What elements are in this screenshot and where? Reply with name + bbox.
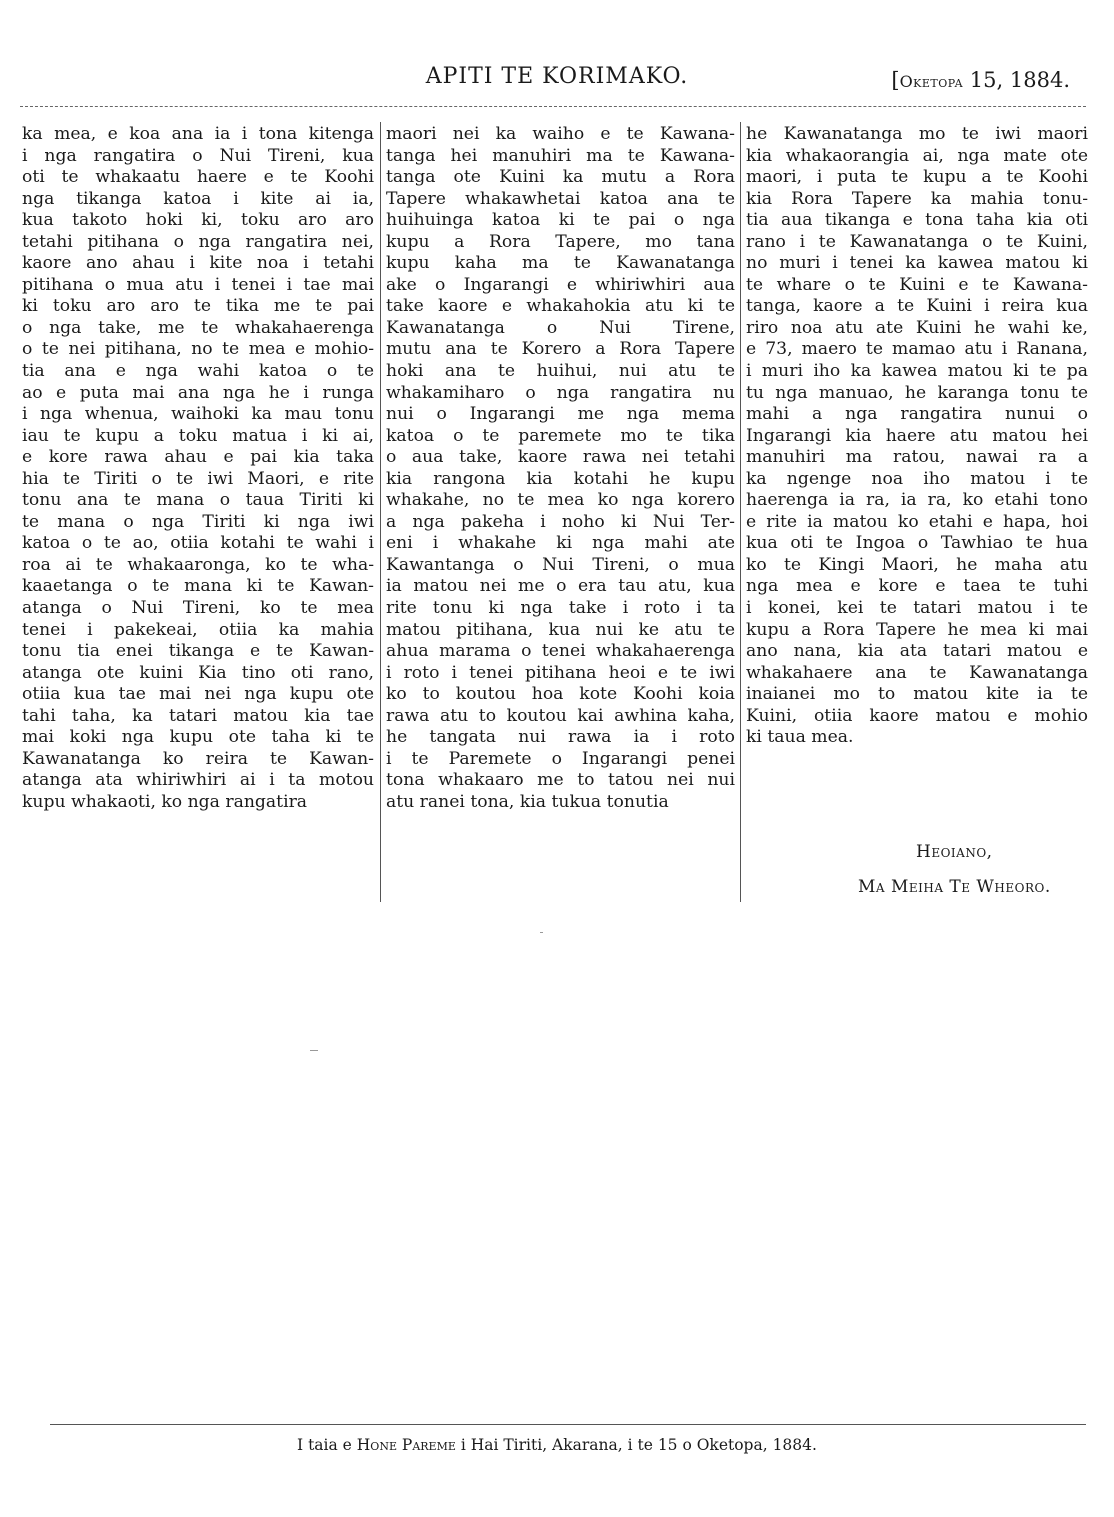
- text-line: Kuini, otiia kaore matou e mohio: [746, 705, 1088, 726]
- text-line: katoa o te paremete mo te tika: [386, 425, 735, 446]
- signature-closing: Heoiano,: [916, 842, 993, 862]
- text-line: nga mea e kore e taea te tuhi: [746, 576, 1088, 597]
- print-speck: [540, 932, 543, 933]
- text-line: tonu tia enei tikanga e te Kawan-: [22, 641, 374, 662]
- text-line: mai koki nga kupu ote taha ki te: [22, 727, 374, 748]
- text-line: i muri iho ka kawea matou ki te pa: [746, 361, 1088, 382]
- text-line: tenei i pakekeai, otiia ka mahia: [22, 619, 374, 640]
- text-line: tu nga manuao, he karanga tonu te: [746, 382, 1088, 403]
- text-line: i roto i tenei pitihana heoi e te iwi: [386, 662, 735, 683]
- text-line: atanga ote kuini Kia tino oti rano,: [22, 662, 374, 683]
- text-line: te whare o te Kuini e te Kawana-: [746, 274, 1088, 295]
- text-line: whakamiharo o nga rangatira nu: [386, 382, 735, 403]
- text-line: matou pitihana, kua nui ke atu te: [386, 619, 735, 640]
- text-line: e kore rawa ahau e pai kia taka: [22, 447, 374, 468]
- header-divider: [20, 106, 1086, 107]
- date-rest: 15, 1884.: [963, 68, 1070, 92]
- text-line: tona whakaaro me to tatou nei nui: [386, 770, 735, 791]
- column-divider-1: [380, 122, 381, 902]
- text-line: Ingarangi kia haere atu matou hei: [746, 425, 1088, 446]
- date-month: Oketopa: [899, 72, 964, 91]
- text-line: maori, i puta te kupu a te Koohi: [746, 167, 1088, 188]
- text-line: rano i te Kawanatanga o te Kuini,: [746, 231, 1088, 252]
- text-line: mahi a nga rangatira nunui o: [746, 404, 1088, 425]
- text-line: mutu ana te Korero a Rora Tapere: [386, 339, 735, 360]
- text-line: eni i whakahe ki nga mahi ate: [386, 533, 735, 554]
- text-line: o nga take, me te whakahaerenga: [22, 317, 374, 338]
- text-line: i nga rangatira o Nui Tireni, kua: [22, 145, 374, 166]
- text-line: nga tikanga katoa i kite ai ia,: [22, 188, 374, 209]
- text-line: manuhiri ma ratou, nawai ra a: [746, 447, 1088, 468]
- text-column-1: [22, 124, 374, 814]
- text-line: kaaetanga o te mana ki te Kawan-: [22, 576, 374, 597]
- imprint-printer: Hone Pareme: [356, 1436, 456, 1454]
- signature-name: Ma Meiha Te Wheoro.: [858, 877, 1051, 897]
- text-line: pitihana o mua atu i tenei i tae mai: [22, 274, 374, 295]
- text-line: kupu a Rora Tapere, mo tana: [386, 231, 735, 252]
- imprint-post: i Hai Tiriti, Akarana, i te 15 o Oketopa, 1884.: [455, 1436, 817, 1454]
- text-line: maori nei ka waiho e te Kawana-: [386, 124, 735, 144]
- text-line: e 73, maero te mamao atu i Ranana,: [746, 339, 1088, 360]
- text-line: tanga, kaore a te Kuini i reira kua: [746, 296, 1088, 317]
- text-line: kua takoto hoki ki, toku aro aro: [22, 210, 374, 231]
- text-line: iau te kupu a toku matua i ki ai,: [22, 425, 374, 446]
- text-line: ka ngenge noa iho matou i te: [746, 468, 1088, 489]
- text-line: kua oti te Ingoa o Tawhiao te hua: [746, 533, 1088, 554]
- text-line: ake o Ingarangi e whiriwhiri aua: [386, 274, 735, 295]
- text-line: atanga ata whiriwhiri ai i ta motou: [22, 770, 374, 791]
- text-line: inaianei mo to matou kite ia te: [746, 684, 1088, 705]
- imprint-pre: I taia e: [297, 1436, 357, 1454]
- text-line: e rite ia matou ko etahi e hapa, hoi: [746, 511, 1088, 532]
- text-line: atanga o Nui Tireni, ko te mea: [22, 598, 374, 619]
- text-line: hoki ana te huihui, nui atu te: [386, 361, 735, 382]
- text-line: riro noa atu ate Kuini he wahi ke,: [746, 317, 1088, 338]
- text-line: oti te whakaatu haere e te Koohi: [22, 167, 374, 188]
- text-line: a nga pakeha i noho ki Nui Ter-: [386, 511, 735, 532]
- text-line: roa ai te whakaaronga, ko te wha-: [22, 554, 374, 575]
- text-line: huihuinga katoa ki te pai o nga: [386, 210, 735, 231]
- text-line: ko to koutou hoa kote Koohi koia: [386, 684, 735, 705]
- text-line: Kawanatanga o Nui Tirene,: [386, 317, 735, 338]
- text-line: tonu ana te mana o taua Tiriti ki: [22, 490, 374, 511]
- text-line: Tapere whakawhetai katoa ana te: [386, 188, 735, 209]
- text-column-3: [746, 124, 1088, 749]
- print-speck: [310, 1050, 318, 1051]
- text-line: rawa atu to koutou kai awhina kaha,: [386, 705, 735, 726]
- text-line: ki toku aro aro te tika me te pai: [22, 296, 374, 317]
- text-line: ia matou nei me o era tau atu, kua: [386, 576, 735, 597]
- text-line: he tangata nui rawa ia i roto: [386, 727, 735, 748]
- text-line: kupu a Rora Tapere he mea ki mai: [746, 619, 1088, 640]
- text-line: o aua take, kaore rawa nei tetahi: [386, 447, 735, 468]
- text-line: no muri i tenei ka kawea matou ki: [746, 253, 1088, 274]
- column-divider-2: [740, 122, 741, 902]
- text-line: kia Rora Tapere ka mahia tonu-: [746, 188, 1088, 209]
- text-line: ka mea, e koa ana ia i tona kitenga: [22, 124, 374, 144]
- text-line: nui o Ingarangi me nga mema: [386, 404, 735, 425]
- text-line: Kawanatanga ko reira te Kawan-: [22, 748, 374, 769]
- text-line: kaore ano ahau i kite noa i tetahi: [22, 253, 374, 274]
- text-line: kia rangona kia kotahi he kupu: [386, 468, 735, 489]
- text-line: hia te Tiriti o te iwi Maori, e rite: [22, 468, 374, 489]
- text-line: i te Paremete o Ingarangi penei: [386, 748, 735, 769]
- text-line: atu ranei tona, kia tukua tonutia: [386, 791, 669, 812]
- issue-date: [891, 68, 1070, 92]
- text-line: haerenga ia ra, ia ra, ko etahi tono: [746, 490, 1088, 511]
- text-line: rite tonu ki nga take i roto i ta: [386, 598, 735, 619]
- text-line: whakahaere ana te Kawanatanga: [746, 662, 1088, 683]
- text-line: i konei, kei te tatari matou i te: [746, 598, 1088, 619]
- text-line: tia aua tikanga e tona taha kia oti: [746, 210, 1088, 231]
- text-line: tahi taha, ka tatari matou kia tae: [22, 705, 374, 726]
- text-line: ao e puta mai ana nga he i runga: [22, 382, 374, 403]
- text-line: he Kawanatanga mo te iwi maori: [746, 124, 1088, 144]
- text-line: te mana o nga Tiriti ki nga iwi: [22, 511, 374, 532]
- text-line: kia whakaorangia ai, nga mate ote: [746, 145, 1088, 166]
- text-line: tanga hei manuhiri ma te Kawana-: [386, 145, 735, 166]
- imprint-line: [0, 1436, 1114, 1454]
- text-line: ki taua mea.: [746, 727, 854, 748]
- date-bracket: [: [891, 68, 900, 92]
- footer-divider: [50, 1424, 1086, 1425]
- text-line: tia ana e nga wahi katoa o te: [22, 361, 374, 382]
- text-column-2: [386, 124, 735, 814]
- text-line: otiia kua tae mai nei nga kupu ote: [22, 684, 374, 705]
- text-line: whakahe, no te mea ko nga korero: [386, 490, 735, 511]
- text-line: katoa o te ao, otiia kotahi te wahi i: [22, 533, 374, 554]
- text-line: Kawantanga o Nui Tireni, o mua: [386, 554, 735, 575]
- text-line: kupu whakaoti, ko nga rangatira: [22, 791, 308, 812]
- text-line: tetahi pitihana o nga rangatira nei,: [22, 231, 374, 252]
- text-line: o te nei pitihana, no te mea e mohio-: [22, 339, 374, 360]
- text-line: i nga whenua, waihoki ka mau tonu: [22, 404, 374, 425]
- text-line: tanga ote Kuini ka mutu a Rora: [386, 167, 735, 188]
- text-line: ko te Kingi Maori, he maha atu: [746, 554, 1088, 575]
- text-line: ano nana, kia ata tatari matou e: [746, 641, 1088, 662]
- page-title: APITI TE KORIMAKO.: [425, 64, 689, 89]
- text-line: ahua marama o tenei whakahaerenga: [386, 641, 735, 662]
- text-line: kupu kaha ma te Kawanatanga: [386, 253, 735, 274]
- text-line: take kaore e whakahokia atu ki te: [386, 296, 735, 317]
